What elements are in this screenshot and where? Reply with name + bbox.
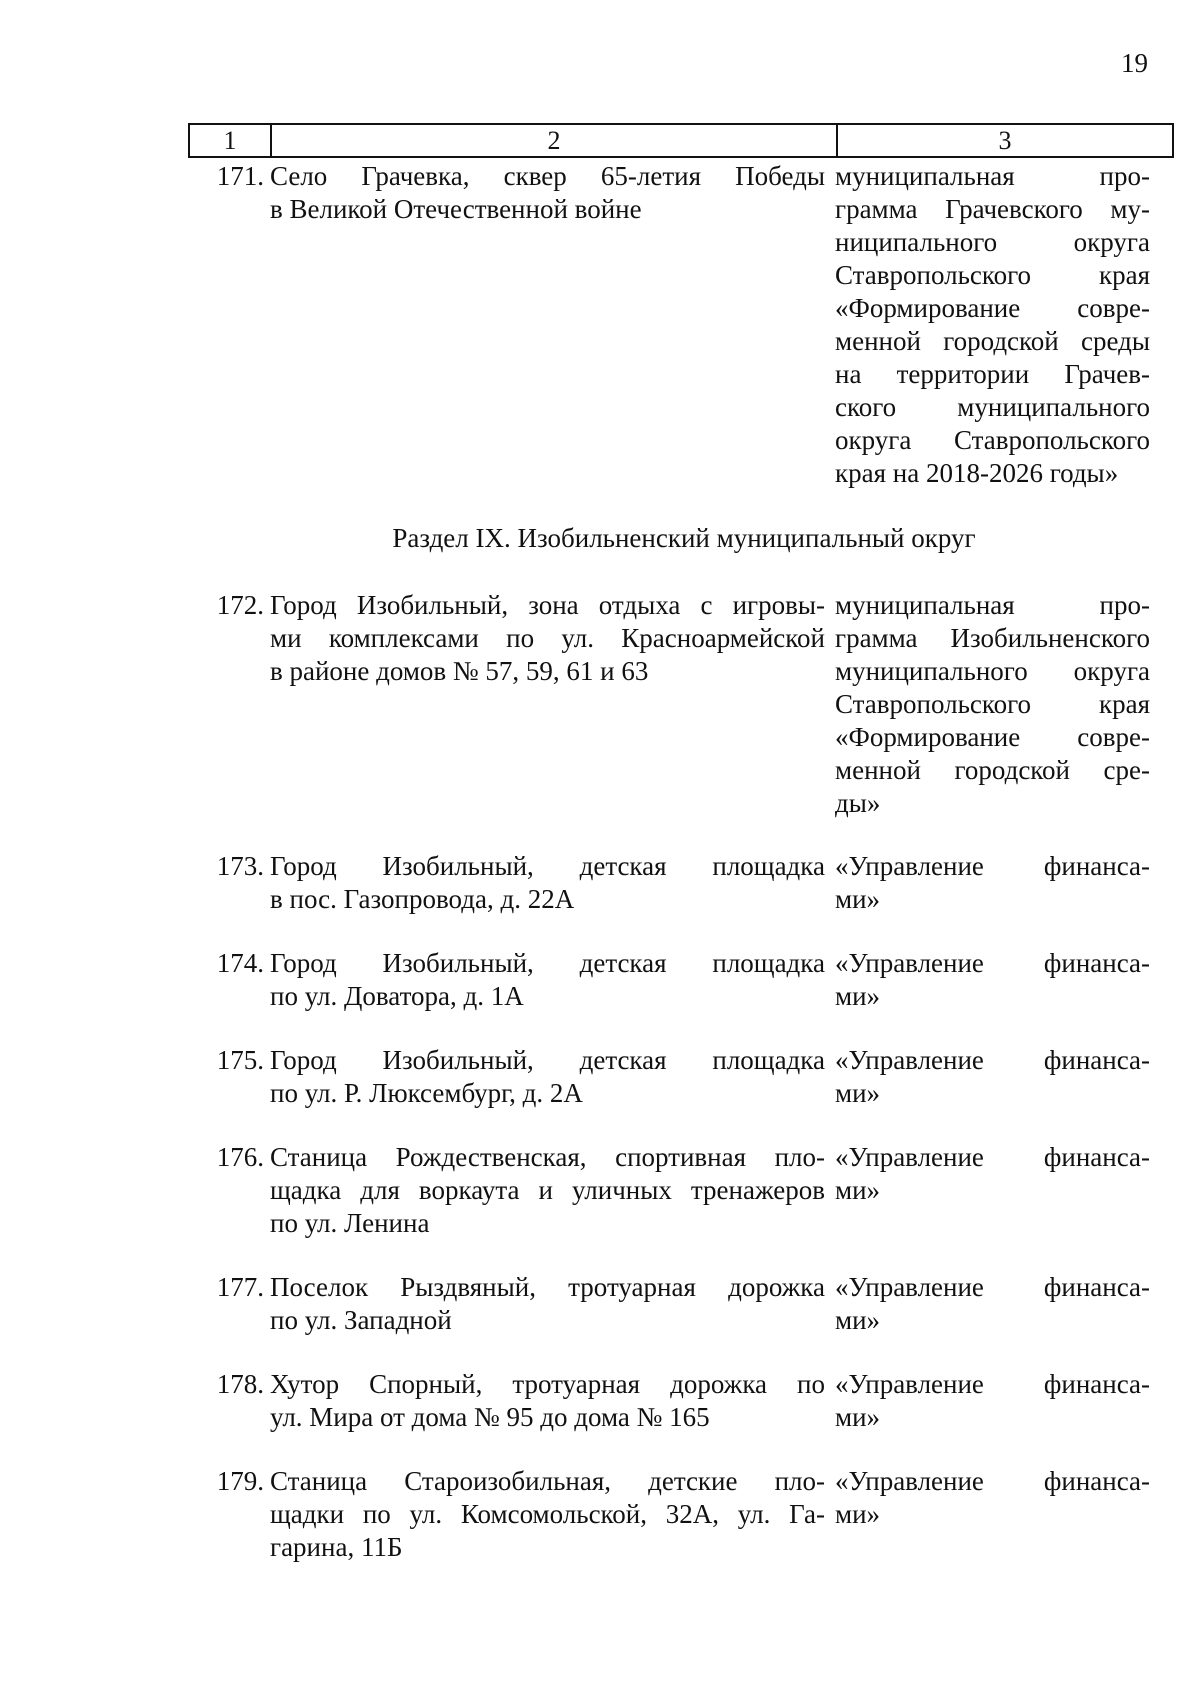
- row-number: 172.: [216, 590, 264, 620]
- row-number: 171.: [216, 161, 264, 191]
- row-place: [270, 1271, 835, 1337]
- place-line: ми комплексами по ул. Красноармейской: [270, 623, 825, 653]
- place-line: ул. Мира от дома № 95 до дома № 165: [270, 1402, 710, 1432]
- program-line: «Управление финанса-: [835, 948, 1150, 978]
- program-line: ми»: [835, 884, 881, 914]
- program-line: ми»: [835, 1499, 881, 1529]
- program-line: менной городской среды: [835, 326, 1150, 356]
- program-line: ниципального округа: [835, 227, 1150, 257]
- row-number: 178.: [216, 1369, 264, 1399]
- place-line: Село Грачевка, сквер 65-летия Победы: [270, 161, 825, 191]
- table-row: [188, 589, 1178, 820]
- program-line: на территории Грачев-: [835, 359, 1150, 389]
- program-line: муниципальная про-: [835, 590, 1150, 620]
- row-number: 175.: [216, 1045, 264, 1075]
- row-place: [270, 589, 835, 820]
- row-program: [835, 947, 1150, 1013]
- row-program: [835, 1271, 1150, 1337]
- row-program: [835, 1044, 1150, 1110]
- row-program: [835, 1465, 1150, 1564]
- program-line: округа Ставропольского: [835, 425, 1150, 455]
- row-number: 176.: [216, 1142, 264, 1172]
- row-number: 179.: [216, 1466, 264, 1496]
- table-row: [188, 160, 1178, 490]
- row-program: [835, 1141, 1150, 1240]
- table-row: [188, 1044, 1178, 1110]
- program-line: Ставропольского края: [835, 689, 1150, 719]
- table-row: [188, 1465, 1178, 1564]
- program-line: муниципальная про-: [835, 161, 1150, 191]
- place-line: по ул. Ленина: [270, 1208, 430, 1238]
- program-line: ми»: [835, 1402, 881, 1432]
- header-col-2: 2: [272, 125, 838, 156]
- row-program: [835, 1368, 1150, 1434]
- place-line: Город Изобильный, детская площадка: [270, 1045, 825, 1075]
- table-row: [188, 1141, 1178, 1240]
- place-line: щадки по ул. Комсомольской, 32А, ул. Га-: [270, 1499, 825, 1529]
- row-place: [270, 1044, 835, 1110]
- row-place: [270, 160, 835, 490]
- place-line: в пос. Газопровода, д. 22А: [270, 884, 575, 914]
- program-line: ды»: [835, 788, 881, 818]
- program-line: грамма Грачевского му-: [835, 194, 1150, 224]
- program-line: «Управление финанса-: [835, 1045, 1150, 1075]
- place-line: Город Изобильный, детская площадка: [270, 948, 825, 978]
- place-line: гарина, 11Б: [270, 1532, 403, 1562]
- row-program: [835, 160, 1150, 490]
- row-place: [270, 947, 835, 1013]
- program-line: «Управление финанса-: [835, 1369, 1150, 1399]
- program-line: «Управление финанса-: [835, 1272, 1150, 1302]
- place-line: Поселок Рыздвяный, тротуарная дорожка: [270, 1272, 825, 1302]
- program-line: ми»: [835, 1078, 881, 1108]
- program-line: грамма Изобильненского: [835, 623, 1150, 653]
- row-place: [270, 1368, 835, 1434]
- row-program: [835, 850, 1150, 916]
- place-line: по ул. Доватора, д. 1А: [270, 981, 524, 1011]
- header-col-3: 3: [998, 126, 1012, 155]
- table-header: [188, 123, 1174, 158]
- place-line: Станица Рождественская, спортивная пло-: [270, 1142, 825, 1172]
- table-row: [188, 850, 1178, 916]
- program-line: менной городской сре-: [835, 755, 1150, 785]
- program-line: ского муниципального: [835, 392, 1150, 422]
- program-line: «Формирование совре-: [835, 293, 1150, 323]
- section-title: Раздел IX. Изобильненский муниципальный округ: [392, 523, 976, 553]
- row-place: [270, 1465, 835, 1564]
- table-row: [188, 1271, 1178, 1337]
- row-number: 174.: [216, 948, 264, 978]
- place-line: по ул. Р. Люксембург, д. 2А: [270, 1078, 583, 1108]
- program-line: «Формирование совре-: [835, 722, 1150, 752]
- program-line: «Управление финанса-: [835, 1466, 1150, 1496]
- place-line: Хутор Спорный, тротуарная дорожка по: [270, 1369, 825, 1399]
- place-line: Город Изобильный, зона отдыха с игровы-: [270, 590, 825, 620]
- table-row: [188, 947, 1178, 1013]
- place-line: в районе домов № 57, 59, 61 и 63: [270, 656, 649, 686]
- program-line: края на 2018-2026 годы»: [835, 458, 1119, 488]
- place-line: в Великой Отечественной войне: [270, 194, 642, 224]
- program-line: Ставропольского края: [835, 260, 1150, 290]
- row-place: [270, 1141, 835, 1240]
- program-line: «Управление финанса-: [835, 851, 1150, 881]
- program-line: муниципального округа: [835, 656, 1150, 686]
- row-program: [835, 589, 1150, 820]
- row-number: 177.: [216, 1272, 264, 1302]
- header-col-1: 1: [190, 125, 272, 156]
- program-line: ми»: [835, 1175, 881, 1205]
- place-line: Станица Староизобильная, детские пло-: [270, 1466, 825, 1496]
- place-line: по ул. Западной: [270, 1305, 452, 1335]
- place-line: Город Изобильный, детская площадка: [270, 851, 825, 881]
- program-line: ми»: [835, 981, 881, 1011]
- row-number: 173.: [216, 851, 264, 881]
- row-place: [270, 850, 835, 916]
- place-line: щадка для воркаута и уличных тренажеров: [270, 1175, 825, 1205]
- page-number: 19: [1121, 48, 1148, 78]
- program-line: ми»: [835, 1305, 881, 1335]
- program-line: «Управление финанса-: [835, 1142, 1150, 1172]
- table-row: [188, 1368, 1178, 1434]
